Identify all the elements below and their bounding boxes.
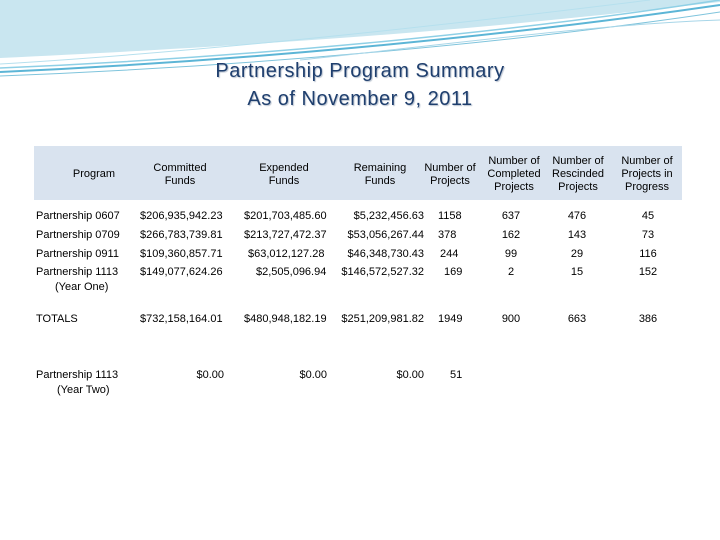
header-committed-funds: Committed Funds: [153, 162, 207, 187]
row-number-of-projects: 1158: [438, 210, 462, 222]
header-rescinded-projects: Number of Rescinded Projects: [552, 155, 604, 193]
row-rescinded-projects: 29: [570, 248, 584, 260]
row-program-subtitle: (Year One): [55, 281, 109, 293]
header-projects-in-progress: Number of Projects in Progress: [621, 155, 673, 193]
header-completed-projects: Number of Completed Projects: [487, 155, 541, 193]
header-program: Program: [72, 168, 116, 180]
row-completed-projects: 99: [504, 248, 518, 260]
totals-rescinded-projects: 663: [567, 313, 587, 325]
row-expended-funds: $201,703,485.60: [244, 210, 327, 222]
row-program-subtitle: (Year Two): [57, 384, 110, 396]
row-committed-funds: $0.00: [196, 369, 224, 381]
row-committed-funds: $206,935,942.23: [140, 210, 223, 222]
row-rescinded-projects: 143: [567, 229, 587, 241]
row-number-of-projects: 244: [440, 248, 459, 260]
row-remaining-funds: $46,348,730.43: [347, 248, 424, 260]
row-committed-funds: $149,077,624.26: [140, 266, 223, 278]
row-projects-in-progress: 152: [638, 266, 658, 278]
row-remaining-funds: $0.00: [396, 369, 424, 381]
row-program-name: Partnership 1113: [36, 266, 119, 278]
row-rescinded-projects: 476: [567, 210, 587, 222]
row-remaining-funds: $5,232,456.63: [353, 210, 424, 222]
row-expended-funds: $63,012,127.28: [248, 248, 325, 260]
header-number-of-projects: Number of Projects: [424, 162, 476, 187]
row-number-of-projects: 378: [438, 229, 457, 241]
row-program-name: Partnership 0911: [36, 248, 119, 260]
row-committed-funds: $266,783,739.81: [140, 229, 223, 241]
totals-label: TOTALS: [36, 313, 78, 325]
totals-committed-funds: $732,158,164.01: [140, 313, 223, 325]
totals-remaining-funds: $251,209,981.82: [341, 313, 424, 325]
header-remaining-funds: Remaining Funds: [353, 162, 407, 187]
page-title: Partnership Program Summary: [215, 60, 505, 82]
row-program-name: Partnership 1113: [36, 369, 119, 381]
row-projects-in-progress: 73: [641, 229, 655, 241]
row-expended-funds: $213,727,472.37: [244, 229, 327, 241]
row-expended-funds: $0.00: [299, 369, 327, 381]
row-completed-projects: 2: [507, 266, 515, 278]
totals-projects-in-progress: 386: [638, 313, 658, 325]
row-program-name: Partnership 0709: [36, 229, 120, 241]
row-rescinded-projects: 15: [570, 266, 584, 278]
row-committed-funds: $109,360,857.71: [140, 248, 223, 260]
totals-completed-projects: 900: [501, 313, 521, 325]
row-expended-funds: $2,505,096.94: [256, 266, 327, 278]
row-remaining-funds: $146,572,527.32: [341, 266, 424, 278]
header-expended-funds: Expended Funds: [259, 162, 309, 187]
row-completed-projects: 637: [501, 210, 521, 222]
row-projects-in-progress: 45: [641, 210, 655, 222]
totals-expended-funds: $480,948,182.19: [244, 313, 327, 325]
row-number-of-projects: 51: [450, 369, 463, 381]
row-completed-projects: 162: [501, 229, 521, 241]
row-number-of-projects: 169: [444, 266, 463, 278]
totals-number-of-projects: 1949: [438, 313, 463, 325]
row-projects-in-progress: 116: [639, 248, 657, 260]
page-subtitle: As of November 9, 2011: [247, 88, 473, 110]
row-program-name: Partnership 0607: [36, 210, 120, 222]
row-remaining-funds: $53,056,267.44: [347, 229, 424, 241]
